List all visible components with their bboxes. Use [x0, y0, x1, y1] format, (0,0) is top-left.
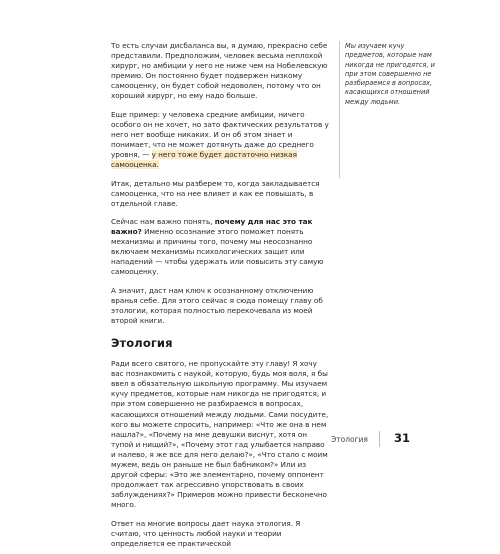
paragraph — [111, 217, 329, 278]
margin-divider — [339, 41, 340, 178]
section-heading: Этология — [111, 336, 173, 351]
footer-divider — [379, 431, 380, 447]
paragraph-text: Сейчас нам важно понять, — [111, 216, 215, 226]
main-text-column — [111, 41, 329, 554]
paragraph — [111, 110, 329, 171]
paragraph: Итак, детально мы разберем то, когда закладывается самооценка, что на нее влияет и как ее повышать, в отдельной главе. — [111, 178, 320, 208]
paragraph: А значит, даст нам ключ к осознанному отключению вранья себе. Для этого сейчас я сюда помещу главу об этологии, которая полностью перекочевала из моей второй книги. — [111, 285, 323, 325]
paragraph-text: Именно осознание этого поможет понять механизмы и причины того, почему мы неосознанно включаем механизмы психологических защит или нападений — чтобы удержать или повысить эту самую самооценку. — [111, 227, 324, 277]
paragraph: То есть случаи дисбаланса вы, я думаю, прекрасно себе представили. Предположим, человек весьма неплохой хирург, но амбиции у него не ниже чем на Нобелевскую премию. Он постоянно будет подвержен низкому самооценку, он будет собой недоволен, потому что он хороший хирург, но ему надо больше. — [111, 41, 328, 101]
page-number: 31 — [394, 431, 411, 445]
paragraph: Ради всего святого, не пропускайте эту главу! Я хочу вас познакомить с наукой, которую, будь моя воля, я бы ввел в обязательную школьную программу. Мы изучаем кучу предметов, которые нам никогда не пригодятся, и при этом совершенно не разбираемся в вопросах, касающихся отношений между людьми. Сами посудите, кого вы можете спросить, например: «Что же она в нем нашла?», «Почему на мне девушки виснут, хотя он тупой и нищий?», «Почему этот гад улыбается направо и налево, я же все для него делаю?», «Что стало с моим мужем, ведь он раньше не был бабником?» Или из другой сферы: «Это же элементарно, почему оппонент продолжает так агрессивно упорствовать в своих заблуждениях?» Примеров можно привести бесконечно много. — [111, 359, 329, 510]
paragraph-text: Еще пример: у человека средние амбиции, ничего особого он не хочет, но зато фактических результатов у него нет вообще никаких. И он об этом знает и понимает, что не может дотянуть даже до среднего уровня, — — [111, 109, 329, 160]
paragraph: Ответ на многие вопросы дает наука этология. Я считаю, что ценность любой науки и теории определяется ее практической — [111, 518, 301, 548]
highlighted-text: у него тоже будет достаточно низкая самооценка. — [111, 150, 297, 170]
bold-text: почему для нас это так важно? — [111, 216, 313, 237]
margin-note: Мы изучаем кучу предметов, которые нам никогда не пригодятся, и при этом совершенно не разбираемся в вопросах, касающихся отношений между людьми. — [345, 42, 435, 106]
running-footer-section: Этология — [331, 435, 368, 444]
